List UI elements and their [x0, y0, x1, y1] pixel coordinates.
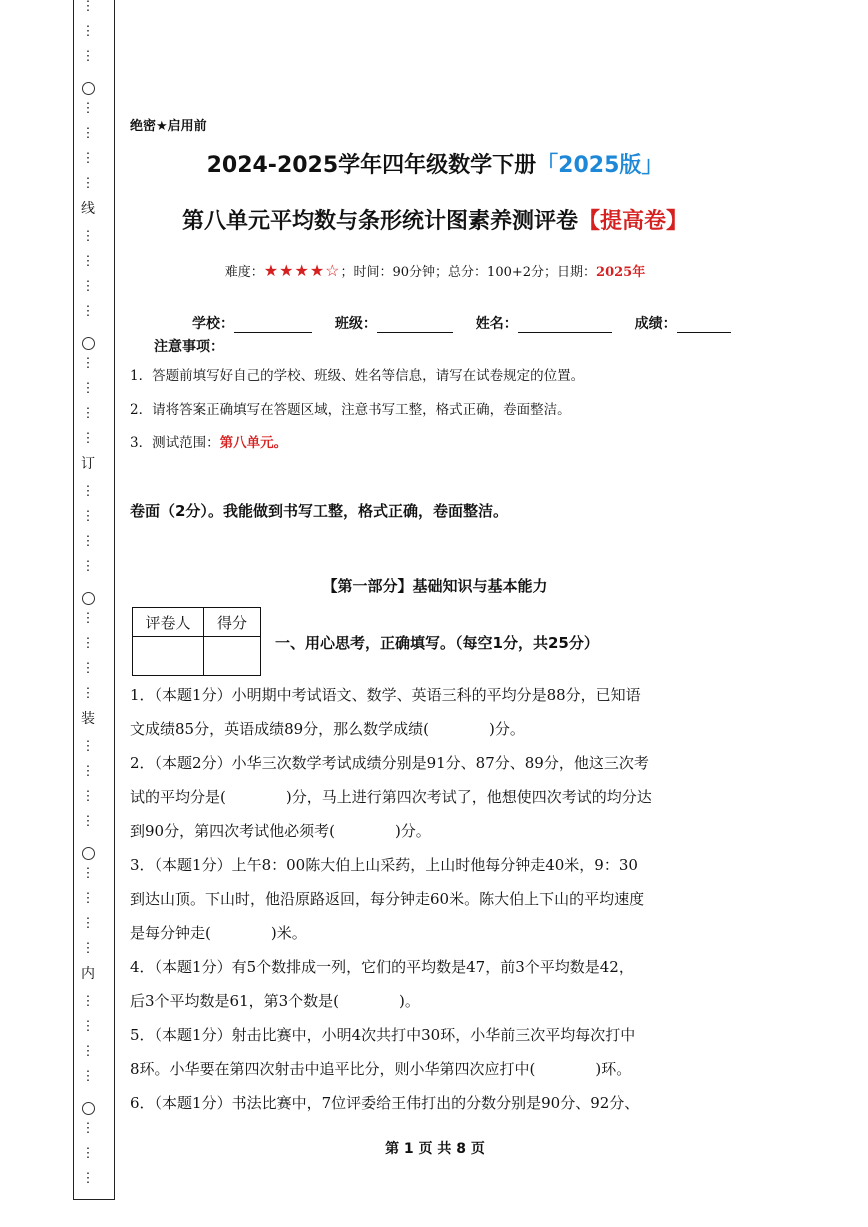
question-3-line-3: 是每分钟走( )米。 — [130, 924, 307, 942]
difficulty-stars — [264, 261, 341, 280]
class-input-line[interactable] — [377, 318, 453, 333]
exam-title — [130, 148, 740, 179]
part-title: 【第一部分】基础知识与基本能力 — [322, 577, 548, 595]
binding-marks: ⋮ ⋮ ⋮ ⋮ ⋮ ⋮ ⋮ 线 ⋮ ⋮ ⋮ ⋮ ⋮ ⋮ ⋮ ⋮ 订 ⋮ ⋮ ⋮ ⋮ ⋮ ⋮ ⋮ ⋮ 装 ⋮ ⋮ ⋮ ⋮ ⋮ ⋮ ⋮ ⋮ 内 ⋮ ⋮ ⋮ ⋮ ⋮ ⋮ ⋮ — [81, 0, 95, 1186]
meta-info: ；时间：90分钟；总分：100+2分；日期： — [340, 265, 597, 280]
exam-edition: 「2025版」 — [536, 153, 664, 178]
binding-margin — [73, 0, 115, 1200]
question-1-line-2: 文成绩85分，英语成绩89分，那么数学成绩( )分。 — [130, 720, 525, 738]
class-label: 班级： — [334, 316, 377, 332]
question-4-line-1: 4．（本题1分）有5个数排成一列，它们的平均数是47，前3个平均数是42， — [130, 958, 634, 976]
binding-hole — [82, 592, 95, 605]
question-6-line-1: 6．（本题1分）书法比赛中，7位评委给王伟打出的分数分别是90分、92分、 — [130, 1094, 640, 1112]
binding-hole — [82, 82, 95, 95]
score-header: 得分 — [204, 608, 261, 637]
question-1-line-1: 1．（本题1分）小明期中考试语文、数学、英语三科的平均分是88分，已知语 — [130, 686, 641, 704]
score-input-line[interactable] — [677, 318, 731, 333]
question-1 — [130, 678, 740, 746]
school-label: 学校： — [192, 316, 234, 332]
question-3 — [130, 848, 740, 950]
page-footer: 第 1 页 共 8 页 — [385, 1141, 485, 1157]
question-5 — [130, 1018, 740, 1086]
binding-hole — [82, 847, 95, 860]
exam-level-tag: 【提高卷】 — [578, 209, 689, 234]
neatness-statement: 卷面（2分）。我能做到书写工整，格式正确，卷面整洁。 — [130, 502, 508, 520]
question-3-line-2: 到达山顶。下山时，他沿原路返回，每分钟走60米。陈大伯上下山的平均速度 — [130, 890, 645, 908]
reviewer-cell[interactable] — [133, 637, 204, 676]
notice-title: 注意事项： — [154, 339, 224, 355]
question-4-line-2: 后3个平均数是61，第3个数是( )。 — [130, 992, 420, 1010]
score-cell[interactable] — [204, 637, 261, 676]
binding-hole — [82, 337, 95, 350]
question-2-line-3: 到90分，第四次考试他必须考( )分。 — [130, 822, 431, 840]
question-5-line-1: 5．（本题1分）射击比赛中，小明4次共打中30环，小华前三次平均每次打中 — [130, 1026, 636, 1044]
question-4 — [130, 950, 740, 1018]
binding-char-zhuang: 装 — [81, 711, 95, 727]
student-info-fields — [192, 313, 731, 333]
name-input-line[interactable] — [518, 318, 612, 333]
exam-title-main: 2024-2025学年四年级数学下册 — [206, 153, 537, 178]
binding-char-ding: 订 — [81, 456, 95, 472]
question-2 — [130, 746, 740, 848]
name-label: 姓名： — [475, 316, 518, 332]
notice-item-2: 2．请将答案正确填写在答题区域，注意书写工整，格式正确，卷面整洁。 — [130, 402, 571, 418]
question-6 — [130, 1086, 740, 1120]
binding-char-xian: 线 — [81, 201, 95, 217]
secret-label: 绝密★启用前 — [130, 119, 207, 134]
binding-char-nei: 内 — [81, 966, 95, 982]
exam-meta — [130, 261, 740, 280]
school-input-line[interactable] — [234, 318, 312, 333]
difficulty-label: 难度： — [224, 265, 264, 280]
reviewer-header: 评卷人 — [133, 608, 204, 637]
star-empty-icon: ☆ — [325, 261, 341, 280]
grading-box — [132, 607, 261, 676]
exam-date: 2025年 — [596, 265, 646, 280]
notice-item-1: 1．答题前填写好自己的学校、班级、姓名等信息，请写在试卷规定的位置。 — [130, 368, 585, 384]
notice-item-3 — [130, 431, 287, 451]
exam-subtitle-main: 第八单元平均数与条形统计图素养测评卷 — [181, 209, 578, 234]
section-title: 一、用心思考，正确填写。（每空1分，共25分） — [275, 634, 599, 652]
exam-subtitle — [130, 204, 740, 235]
binding-hole — [82, 1102, 95, 1115]
score-label: 成绩： — [634, 316, 677, 332]
question-2-line-1: 2．（本题2分）小华三次数学考试成绩分别是91分、87分、89分，他这三次考 — [130, 754, 649, 772]
notice-item-3-prefix: 3．测试范围： — [130, 435, 220, 451]
question-5-line-2: 8环。小华要在第四次射击中追平比分，则小华第四次应打中( )环。 — [130, 1060, 632, 1078]
star-filled-icon: ★★★★ — [263, 261, 326, 280]
test-scope: 第八单元。 — [219, 435, 288, 451]
question-3-line-1: 3．（本题1分）上午8：00陈大伯上山采药，上山时他每分钟走40米，9：30 — [130, 856, 638, 874]
question-2-line-2: 试的平均分是( )分，马上进行第四次考试了，他想使四次考试的均分达 — [130, 788, 652, 806]
